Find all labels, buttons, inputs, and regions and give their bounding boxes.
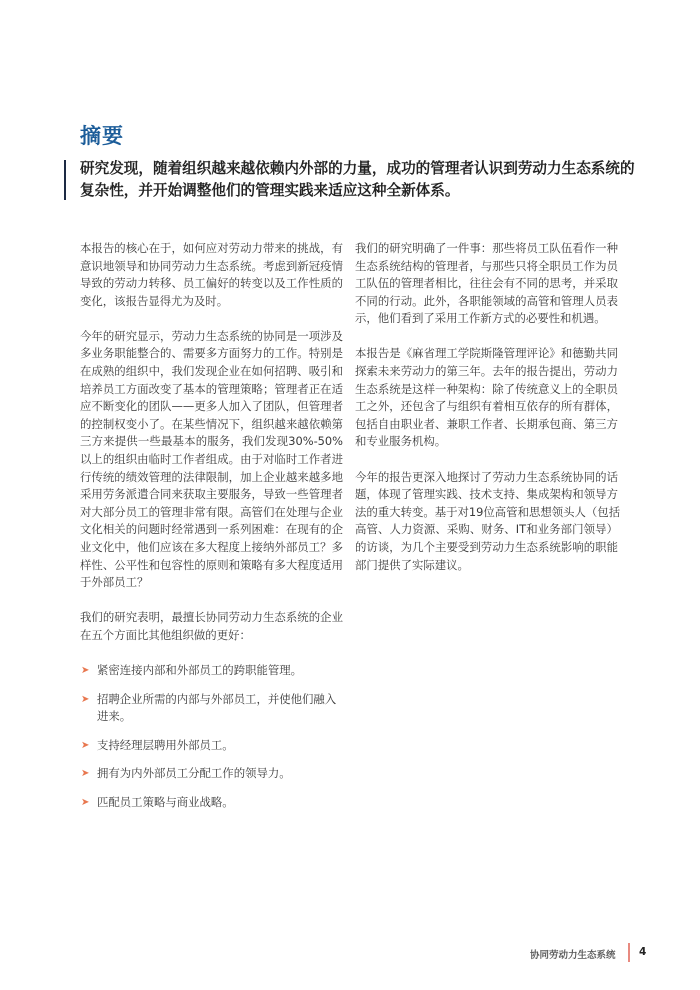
paragraph (355, 469, 621, 575)
text-line: 应不断变化的团队——更多人加入了团队，但管理者 (80, 399, 343, 414)
arrow-bullet-icon: ➤ (81, 739, 90, 751)
list-item (80, 765, 343, 783)
list-item (80, 794, 343, 812)
intro-line: 研究发现，随着组织越来越依赖内外部的力量，成功的管理者认识到劳动力生态系统的 (80, 160, 635, 177)
text-line: 工队伍的管理者相比，往往会有不同的思考，并采取 (355, 276, 618, 291)
paragraph (80, 609, 343, 644)
text-line: 本报告是《麻省理工学院斯隆管理评论》和德勤共同 (355, 346, 618, 361)
intro-summary (80, 158, 640, 202)
bullet-text: 支持经理层聘用外部员工。 (97, 737, 234, 752)
right-column (355, 240, 621, 592)
text-line: 示，他们看到了采用工作新方式的必要性和机遇。 (355, 311, 606, 326)
page-title: 摘要 (80, 124, 124, 148)
paragraph (355, 240, 618, 328)
bullet-text: 匹配员工策略与商业战略。 (97, 794, 234, 809)
text-line: 导致的劳动力转移、员工偏好的转变以及工作性质的 (80, 276, 343, 291)
text-line: 于外部员工？ (80, 575, 149, 590)
text-line: 生态系统结构的管理者，与那些只将全职员工作为员 (355, 258, 618, 273)
paragraph (355, 345, 618, 451)
text-line: 文化相关的问题时经常遇到一系列困难：在现有的企 (80, 522, 343, 537)
bullet-text: 招聘企业所需的内部与外部员工，并使他们融入 (97, 691, 337, 706)
arrow-bullet-icon: ➤ (81, 664, 90, 676)
text-line: 行传统的绩效管理的法律限制，加上企业越来越多地 (80, 469, 343, 484)
bullet-text: 拥有为内外部员工分配工作的领导力。 (97, 766, 291, 781)
arrow-bullet-icon: ➤ (81, 768, 90, 780)
text-line: 的控制权变小了。在某些情况下，组织越来越依赖第 (80, 416, 343, 431)
text-line: 我们的研究明确了一件事：那些将员工队伍看作一种 (355, 241, 618, 255)
intro-line: 复杂性，并开始调整他们的管理实践来适应这种全新体系。 (80, 182, 460, 199)
list-item (80, 691, 343, 726)
page-number: 4 (639, 946, 647, 958)
list-item (80, 737, 343, 755)
text-line: 不同的行动。此外，各职能领域的高管和管理人员表 (355, 293, 618, 308)
text-line: 本报告的核心在于，如何应对劳动力带来的挑战，有 (80, 241, 343, 255)
bullet-text: 紧密连接内部和外部员工的跨职能管理。 (97, 662, 303, 677)
left-column (80, 240, 343, 823)
text-line: 多业务职能整合的、需要多方面努力的工作。特别是 (80, 346, 343, 361)
footer-divider (628, 943, 630, 962)
footer-title: 协同劳动力生态系统 (530, 950, 616, 961)
text-line: 探索未来劳动力的第三年。去年的报告提出，劳动力 (355, 364, 618, 379)
text-line: 采用劳务派遣合同来获取主要服务，导致一些管理者 (80, 487, 343, 502)
intro-accent-bar (64, 160, 66, 200)
paragraph (80, 240, 343, 310)
text-line: 在五个方面比其他组织做的更好： (80, 627, 251, 642)
text-line: 我们的研究表明，最擅长协同劳动力生态系统的企业 (80, 610, 343, 625)
text-line: 今年的研究显示，劳动力生态系统的协同是一项涉及 (80, 328, 343, 343)
text-line: 三方来提供一些最基本的服务，我们发现30%-50% (80, 434, 343, 449)
text-line: 题，体现了管理实践、技术支持、集成架构和领导方 (355, 487, 618, 502)
text-line: 生态系统是这样一种架构：除了传统意义上的全职员 (355, 381, 618, 396)
text-line: 业文化中，他们应该在多大程度上接纳外部员工？多 (80, 540, 343, 554)
list-item (80, 662, 343, 680)
arrow-bullet-icon: ➤ (81, 796, 90, 808)
text-line: 包括自由职业者、兼职工作者、长期承包商、第三方 (355, 416, 618, 431)
bullet-text: 进来。 (97, 709, 132, 724)
text-line: 和专业服务机构。 (355, 434, 447, 449)
bullet-list (80, 662, 343, 812)
text-line: 法的重大转变。基于对19位高管和思想领头人（包括 (355, 504, 621, 519)
text-line: 对大部分员工的管理非常有限。高管们在处理与企业 (80, 504, 343, 519)
text-line: 工之外，还包含了与组织有着相互依存的所有群体， (355, 399, 618, 414)
text-line: 在成熟的组织中，我们发现企业在如何招聘、吸引和 (80, 364, 343, 379)
arrow-bullet-icon: ➤ (81, 693, 90, 705)
text-line: 意识地领导和协同劳动力生态系统。考虑到新冠疫情 (80, 258, 343, 273)
text-line: 部门提供了实际建议。 (355, 557, 469, 572)
text-line: 以上的组织由临时工作者组成。由于对临时工作者进 (80, 452, 343, 467)
text-line: 样性、公平性和包容性的原则和策略有多大程度适用 (80, 557, 343, 572)
text-line: 变化，该报告显得尤为及时。 (80, 293, 229, 308)
text-line: 培养员工方面改变了基本的管理策略；管理者正在适 (80, 381, 343, 396)
paragraph (80, 328, 343, 592)
text-line: 高管、人力资源、采购、财务、IT和业务部门领导） (355, 522, 618, 537)
text-line: 的访谈，为几个主要受到劳动力生态系统影响的职能 (355, 539, 618, 554)
text-line: 今年的报告更深入地探讨了劳动力生态系统协同的话 (355, 469, 618, 484)
